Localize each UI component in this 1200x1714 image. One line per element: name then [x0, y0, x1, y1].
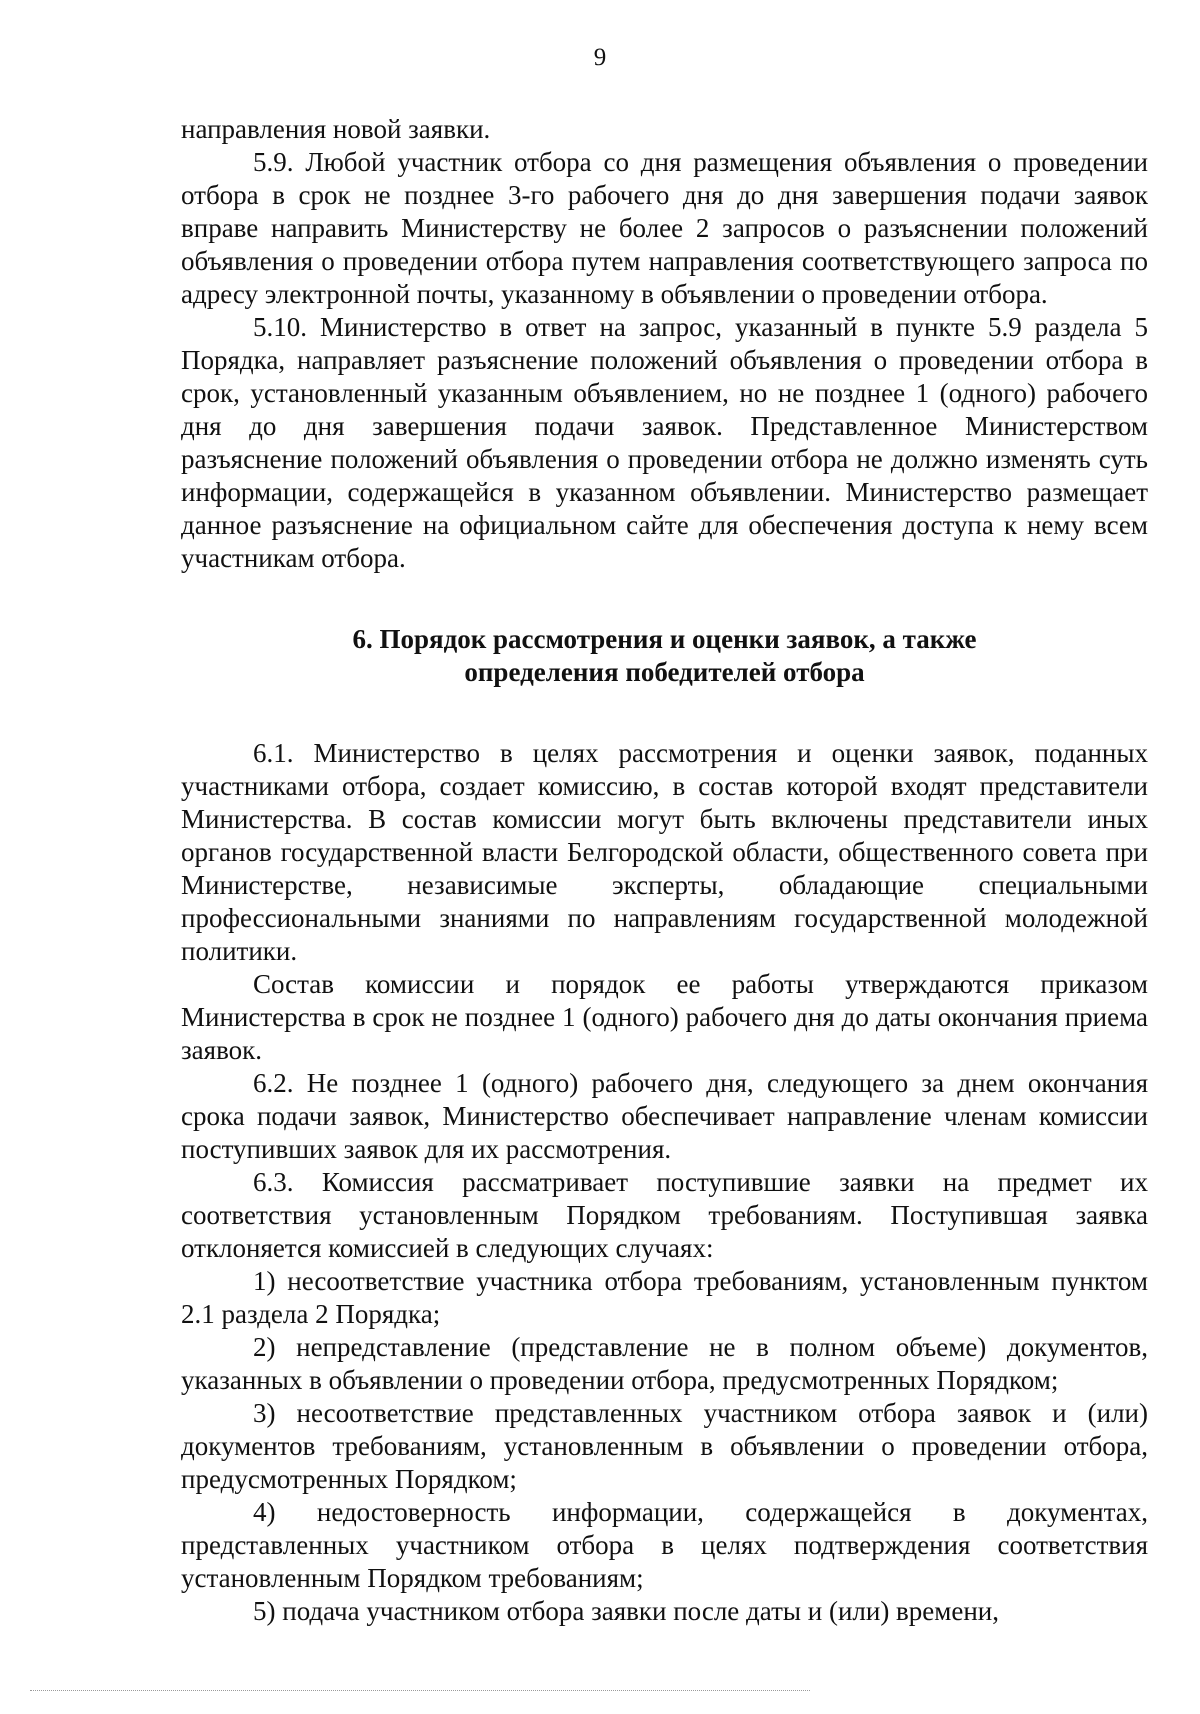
paragraph-continuation: направления новой заявки.	[181, 114, 491, 144]
list-item-3: 3) несоответствие представленных участником отбора заявок и (или) документов требованиям, установленным в объявлении о проведении отбора, предусмотренных Порядком;	[181, 1398, 1148, 1494]
list-item-5: 5) подача участником отбора заявки после даты и (или) времени,	[253, 1596, 1000, 1626]
list-item-2: 2) непредставление (представление не в полном объеме) документов, указанных в объявлении о проведении отбора, предусмотренных Порядком;	[181, 1332, 1148, 1395]
list-item-1: 1) несоответствие участника отбора требованиям, установленным пунктом 2.1 раздела 2 Порядка;	[181, 1266, 1148, 1329]
paragraph-5-10: 5.10. Министерство в ответ на запрос, указанный в пункте 5.9 раздела 5 Порядка, направляет разъяснение положений объявления о проведении отбора в срок, установленный указанным объявлением, но не позднее 1 (одного) рабочего дня до дня завершения подачи заявок. Представленное Министерством разъяснение положений объявления о проведении отбора не должно изменять суть информации, содержащейся в указанном объявлении. Министерство размещает данное разъяснение на официальном сайте для обеспечения доступа к нему всем участникам отбора.	[181, 312, 1148, 573]
paragraph-5-9: 5.9. Любой участник отбора со дня размещения объявления о проведении отбора в срок не позднее 3-го рабочего дня до дня завершения подачи заявок вправе направить Министерству не более 2 запросов о разъяснении положений объявления о проведении отбора путем направления соответствующего запроса по адресу электронной почты, указанному в объявлении о проведении отбора.	[181, 147, 1148, 309]
scan-artifact-line	[30, 1690, 810, 1693]
section-heading-line-1: 6. Порядок рассмотрения и оценки заявок, а также	[352, 624, 977, 654]
paragraph-6-2: 6.2. Не позднее 1 (одного) рабочего дня, следующего за днем окончания срока подачи заявок, Министерство обеспечивает направление членам комиссии поступивших заявок для их рассмотрения.	[181, 1068, 1148, 1164]
document-body	[181, 113, 1148, 1628]
section-heading-line-2: определения победителей отбора	[464, 657, 865, 687]
paragraph-6-3: 6.3. Комиссия рассматривает поступившие заявки на предмет их соответствия установленным Порядком требованиям. Поступившая заявка отклоняется комиссией в следующих случаях:	[181, 1167, 1148, 1263]
section-heading	[181, 623, 1148, 689]
page-number: 9	[593, 44, 607, 71]
list-item-4: 4) недостоверность информации, содержащейся в документах, представленных участником отбора в целях подтверждения соответствия установленным Порядком требованиям;	[181, 1497, 1148, 1593]
paragraph-commission-composition: Состав комиссии и порядок ее работы утверждаются приказом Министерства в срок не позднее 1 (одного) рабочего дня до даты окончания приема заявок.	[181, 969, 1148, 1065]
paragraph-6-1: 6.1. Министерство в целях рассмотрения и оценки заявок, поданных участниками отбора, создает комиссию, в состав которой входят представители Министерства. В состав комиссии могут быть включены представители иных органов государственной власти Белгородской области, общественного совета при Министерстве, независимые эксперты, обладающие специальными профессиональными знаниями по направлениям государственной молодежной политики.	[181, 738, 1148, 966]
